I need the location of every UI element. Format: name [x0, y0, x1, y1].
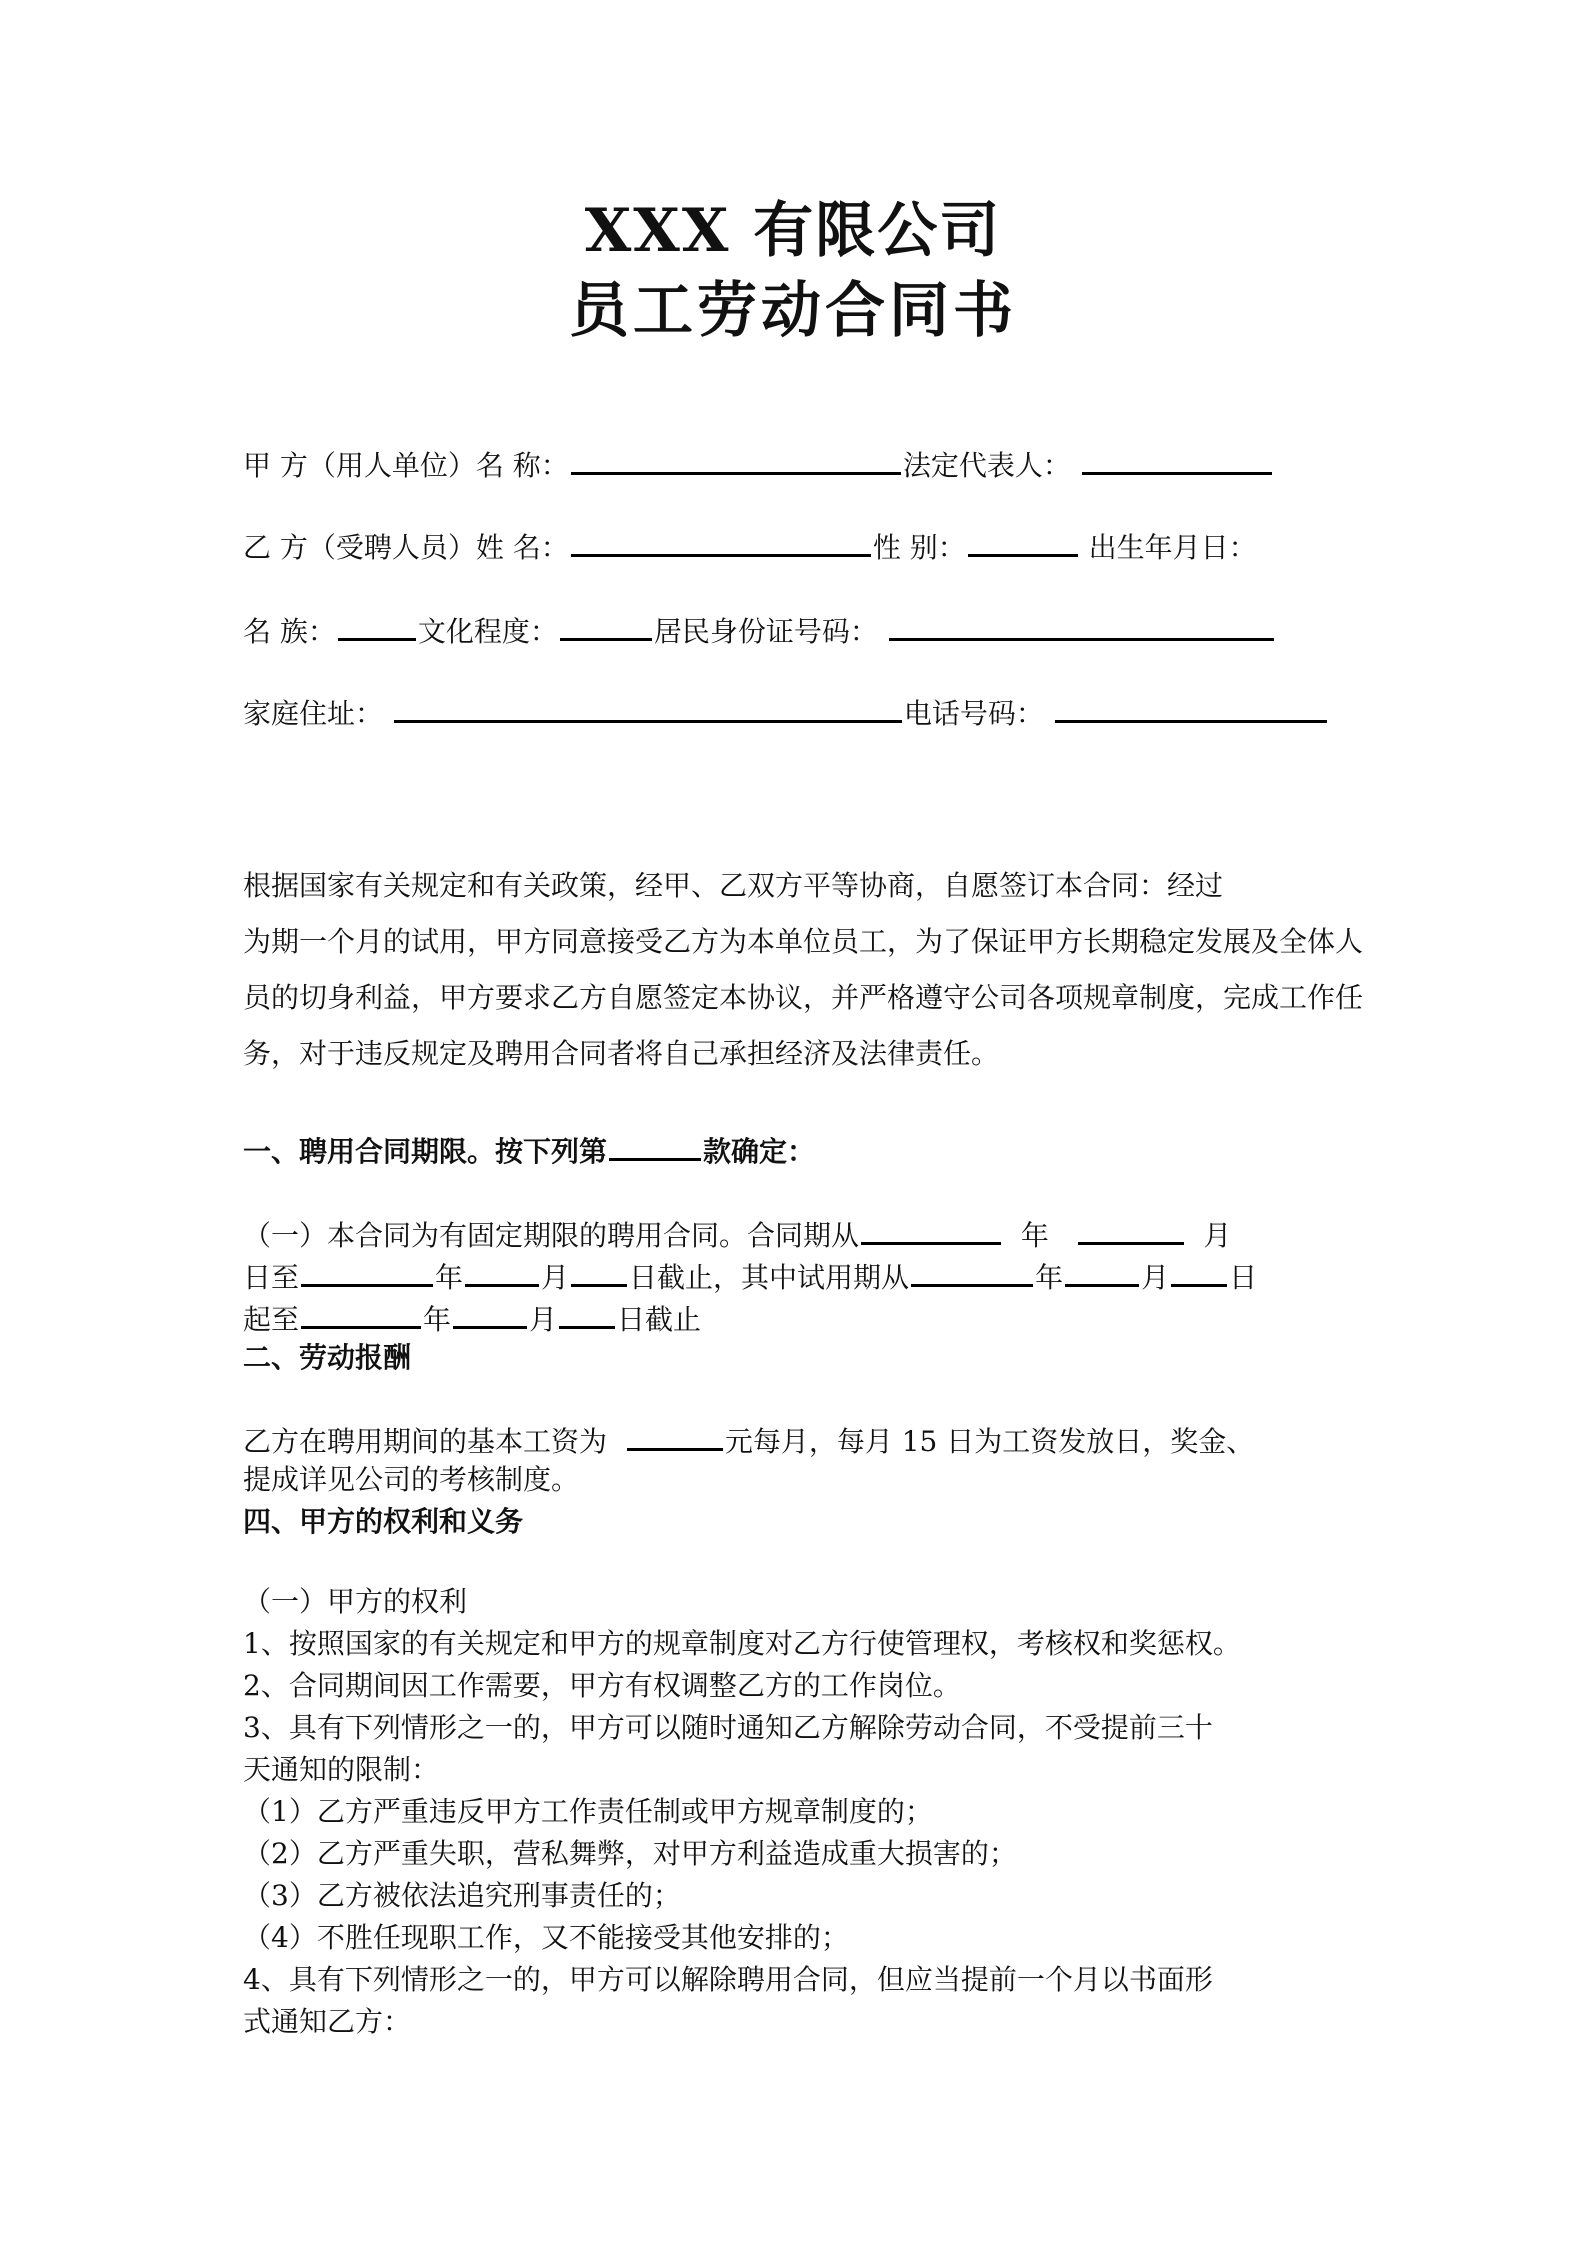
end-day-blank[interactable] — [571, 1254, 627, 1287]
year-label: 年 — [1020, 1219, 1049, 1252]
year-label: 年 — [435, 1261, 464, 1294]
trial-start-month-blank[interactable] — [1065, 1254, 1139, 1287]
term-text: （一）本合同为有固定期限的聘用合同。合同期从 — [243, 1219, 860, 1252]
legal-rep-blank[interactable] — [1082, 442, 1272, 475]
phone-label: 电话号码： — [903, 697, 1044, 730]
month-label: 月 — [541, 1261, 570, 1294]
section1-heading-suffix: 款确定： — [703, 1135, 816, 1168]
month-label: 月 — [1203, 1219, 1232, 1252]
term-text: 日截止 — [617, 1303, 702, 1336]
section1-heading — [243, 1128, 815, 1172]
education-blank[interactable] — [560, 608, 652, 641]
rights-subitem: （3）乙方被依法追究刑事责任的； — [243, 1879, 681, 1912]
term-line-3 — [243, 1296, 701, 1340]
salary-text: 乙方在聘用期间的基本工资为 — [243, 1425, 608, 1458]
company-title: XXX 有限公司 — [584, 196, 1002, 266]
intro-line: 务，对于违反规定及聘用合同者将自己承担经济及法律责任。 — [243, 1037, 1000, 1070]
term-text: 起至 — [243, 1303, 300, 1336]
term-text: 日至 — [243, 1261, 300, 1294]
address-blank[interactable] — [394, 690, 902, 723]
rights-subitem: （1）乙方严重违反甲方工作责任制或甲方规章制度的； — [243, 1795, 933, 1828]
form-row-personal — [243, 608, 1276, 652]
birth-label: 出生年月日： — [1088, 531, 1257, 564]
form-row-party-a — [243, 442, 1274, 486]
salary-line-1 — [243, 1418, 1254, 1462]
address-label: 家庭住址： — [243, 697, 384, 730]
end-year-blank[interactable] — [301, 1254, 433, 1287]
trial-start-year-blank[interactable] — [911, 1254, 1033, 1287]
gender-label: 性 别： — [872, 531, 966, 564]
day-label: 日 — [1229, 1261, 1258, 1294]
legal-rep-label: 法定代表人： — [902, 449, 1071, 482]
party-b-label: 乙 方（受聘人员）姓 名： — [243, 531, 569, 564]
end-month-blank[interactable] — [465, 1254, 539, 1287]
year-label: 年 — [1035, 1261, 1064, 1294]
intro-line: 为期一个月的试用，甲方同意接受乙方为本单位员工，为了保证甲方长期稳定发展及全体人 — [243, 925, 1364, 958]
id-label: 居民身份证号码： — [653, 615, 878, 648]
salary-line-2: 提成详见公司的考核制度。 — [243, 1463, 580, 1496]
rights-item: 式通知乙方： — [243, 2005, 412, 2038]
rights-item: 1、按照国家的有关规定和甲方的规章制度对乙方行使管理权，考核权和奖惩权。 — [243, 1627, 1241, 1660]
base-salary-blank[interactable] — [627, 1418, 723, 1451]
term-line-1 — [243, 1212, 1231, 1256]
contract-title: 员工劳动合同书 — [569, 276, 1017, 346]
rights-item: 天通知的限制： — [243, 1753, 440, 1786]
month-label: 月 — [529, 1303, 558, 1336]
form-row-party-b — [243, 524, 1257, 568]
section1-heading-text: 一、聘用合同期限。按下列第 — [243, 1135, 608, 1168]
party-b-name-blank[interactable] — [571, 524, 871, 557]
trial-end-month-blank[interactable] — [453, 1296, 527, 1329]
education-label: 文化程度： — [417, 615, 558, 648]
intro-line: 员的切身利益，甲方要求乙方自愿签定本协议，并严格遵守公司各项规章制度，完成工作任 — [243, 981, 1364, 1014]
rights-item: 2、合同期间因工作需要，甲方有权调整乙方的工作岗位。 — [243, 1669, 961, 1702]
trial-start-day-blank[interactable] — [1171, 1254, 1227, 1287]
rights-item: 3、具有下列情形之一的，甲方可以随时通知乙方解除劳动合同，不受提前三十 — [243, 1711, 1213, 1744]
term-text: 日截止，其中试用期从 — [629, 1261, 910, 1294]
rights-subitem: （2）乙方严重失职，营私舞弊，对甲方利益造成重大损害的； — [243, 1837, 1017, 1870]
rights-item: 4、具有下列情形之一的，甲方可以解除聘用合同，但应当提前一个月以书面形 — [243, 1963, 1213, 1996]
clause-number-blank[interactable] — [609, 1128, 701, 1161]
salary-text: 元每月，每月 15 日为工资发放日，奖金、 — [724, 1425, 1255, 1458]
gender-blank[interactable] — [968, 524, 1078, 557]
year-label: 年 — [423, 1303, 452, 1336]
section2-heading: 二、劳动报酬 — [243, 1341, 412, 1374]
ethnicity-blank[interactable] — [338, 608, 416, 641]
phone-blank[interactable] — [1055, 690, 1327, 723]
section4-heading: 四、甲方的权利和义务 — [243, 1505, 524, 1538]
term-line-2 — [243, 1254, 1257, 1298]
party-a-name-blank[interactable] — [571, 442, 901, 475]
form-row-contact — [243, 690, 1329, 734]
rights-subitem: （4）不胜任现职工作，又不能接受其他安排的； — [243, 1921, 849, 1954]
intro-line: 根据国家有关规定和有关政策，经甲、乙双方平等协商，自愿签订本合同：经过 — [243, 869, 1224, 902]
id-number-blank[interactable] — [889, 608, 1274, 641]
month-label: 月 — [1141, 1261, 1170, 1294]
intro-paragraph — [243, 858, 1364, 1082]
trial-end-year-blank[interactable] — [301, 1296, 421, 1329]
start-year-blank[interactable] — [861, 1212, 1001, 1245]
section4-subheading: （一）甲方的权利 — [243, 1585, 468, 1618]
start-month-blank[interactable] — [1078, 1212, 1184, 1245]
ethnicity-label: 名 族： — [243, 615, 336, 648]
party-a-label: 甲 方（用人单位）名 称： — [243, 449, 569, 482]
trial-end-day-blank[interactable] — [559, 1296, 615, 1329]
